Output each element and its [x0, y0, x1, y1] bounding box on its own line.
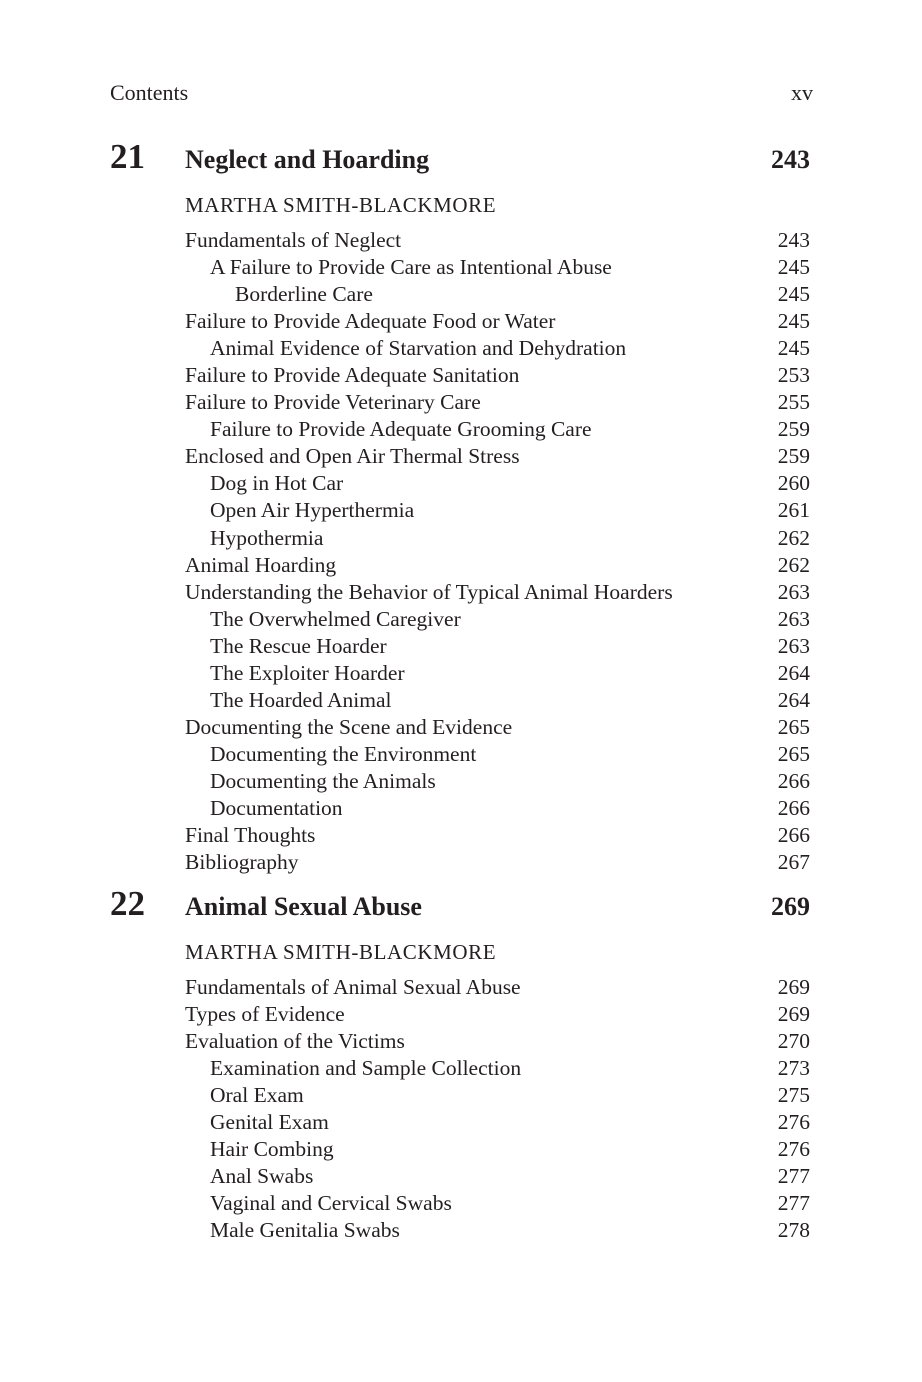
toc-entry: [185, 1109, 810, 1136]
toc-entry-title: The Overwhelmed Caregiver: [210, 606, 461, 631]
toc-entry-page: 269: [777, 975, 810, 999]
toc-entry-title: The Hoarded Animal: [210, 687, 392, 712]
toc-entry-page: 262: [777, 552, 810, 577]
toc-entry: [185, 660, 810, 687]
toc-entry-page: 265: [777, 741, 810, 766]
toc-entry-page: 276: [777, 1137, 810, 1162]
toc-entry-title: Hypothermia: [210, 525, 324, 550]
toc-entry-title: Fundamentals of Animal Sexual Abuse: [185, 975, 521, 999]
chapter-title: Neglect and Hoarding: [185, 145, 430, 174]
toc-entry: [185, 335, 810, 362]
toc-entry-page: 261: [777, 498, 810, 523]
chapter-author: MARTHA SMITH-BLACKMORE: [185, 940, 497, 964]
chapter-page: 269: [771, 892, 810, 921]
toc-entry-title: Animal Hoarding: [185, 552, 337, 577]
toc-entry-page: 262: [777, 525, 810, 550]
toc-entry-title: Male Genitalia Swabs: [210, 1218, 400, 1243]
toc-entry-page: 264: [777, 687, 810, 712]
toc-entry-title: Failure to Provide Adequate Food or Water: [185, 309, 556, 334]
toc-entry-title: Enclosed and Open Air Thermal Stress: [185, 444, 520, 469]
toc-entry: [185, 1055, 810, 1082]
toc-entry-page: 278: [777, 1218, 810, 1243]
toc-entry-page: 260: [777, 471, 810, 496]
toc-entry: [185, 1163, 810, 1190]
running-head-section: Contents: [110, 80, 189, 105]
toc-entry-page: 264: [777, 660, 810, 685]
toc-entry-page: 266: [777, 795, 810, 820]
toc-entry-title: Documentation: [210, 795, 343, 820]
toc-entry-page: 276: [777, 1110, 810, 1135]
toc-entry-title: Animal Evidence of Starvation and Dehydration: [210, 336, 627, 361]
chapter-author: MARTHA SMITH-BLACKMORE: [185, 193, 497, 217]
toc-entry: [185, 822, 810, 849]
toc-entry-title: Understanding the Behavior of Typical Animal Hoarders: [185, 579, 673, 604]
toc-entry: [185, 470, 810, 497]
toc-entry-page: 266: [777, 823, 810, 848]
toc-entry-page: 245: [777, 255, 810, 280]
toc-entry-page: 267: [777, 850, 810, 875]
toc-entry-page: 263: [777, 606, 810, 631]
toc-entry: [185, 389, 810, 416]
toc-entry-page: 270: [777, 1029, 810, 1054]
toc-entry-title: Oral Exam: [210, 1083, 304, 1108]
toc-entry: [185, 227, 810, 254]
toc-entry: [185, 1190, 810, 1217]
toc-entry: [185, 579, 810, 606]
toc-entry-page: 245: [777, 282, 810, 307]
toc-entry-title: The Rescue Hoarder: [210, 633, 387, 658]
toc-entry: [185, 687, 810, 714]
toc-entry-page: 259: [777, 444, 810, 469]
chapter-21: [110, 137, 810, 876]
toc-entry-title: Documenting the Environment: [210, 741, 477, 766]
toc-entry-page: 265: [777, 714, 810, 739]
toc-entry: [185, 1082, 810, 1109]
toc-entry-page: 259: [777, 417, 810, 442]
toc-entry-title: Vaginal and Cervical Swabs: [210, 1191, 452, 1216]
toc-entry-page: 275: [777, 1083, 810, 1108]
chapter-heading: [110, 137, 810, 187]
toc-entries: [185, 227, 810, 876]
toc-entry-page: 255: [777, 390, 810, 415]
toc-entry: [185, 795, 810, 822]
toc-entry: [185, 281, 810, 308]
toc-entry: [185, 308, 810, 335]
toc-entry-title: Failure to Provide Veterinary Care: [185, 390, 481, 415]
chapter-22: [110, 884, 810, 1244]
toc-entry-page: 245: [777, 336, 810, 361]
running-head: [110, 80, 813, 108]
chapter-number: 21: [110, 137, 145, 176]
toc-entry-title: Documenting the Animals: [210, 768, 436, 793]
toc-entry-page: 277: [777, 1191, 810, 1216]
toc-entry-page: 269: [777, 1002, 810, 1027]
toc-entry: [185, 741, 810, 768]
toc-entry-title: Dog in Hot Car: [210, 471, 344, 496]
toc-entry-title: Examination and Sample Collection: [210, 1056, 522, 1081]
toc-entry-title: Bibliography: [185, 850, 299, 875]
toc-entry-title: Fundamentals of Neglect: [185, 228, 402, 252]
toc-entry-page: 266: [777, 768, 810, 793]
toc-entry-title: Genital Exam: [210, 1110, 329, 1135]
toc-entry-title: A Failure to Provide Care as Intentional Abuse: [210, 255, 612, 280]
chapter-page: 243: [771, 145, 810, 174]
toc-entry-title: Types of Evidence: [185, 1002, 345, 1027]
toc-entry-title: The Exploiter Hoarder: [210, 660, 405, 685]
toc-entry-page: 263: [777, 633, 810, 658]
toc-entry-title: Open Air Hyperthermia: [210, 498, 415, 523]
toc-entry-title: Failure to Provide Adequate Grooming Care: [210, 417, 592, 442]
toc-entry: [185, 1028, 810, 1055]
toc-entry-title: Evaluation of the Victims: [185, 1029, 405, 1054]
chapter-title: Animal Sexual Abuse: [185, 892, 422, 921]
toc-entry-title: Failure to Provide Adequate Sanitation: [185, 363, 520, 388]
toc-entry: [185, 974, 810, 1001]
toc-entry: [185, 633, 810, 660]
chapter-heading: [110, 884, 810, 934]
toc-entry: [185, 606, 810, 633]
toc-entry: [185, 362, 810, 389]
toc-entry-title: Hair Combing: [210, 1137, 334, 1162]
toc-entry-title: Final Thoughts: [185, 823, 316, 848]
toc-entry: [185, 768, 810, 795]
toc-entry: [185, 552, 810, 579]
toc-entries: [185, 974, 810, 1244]
toc-entry: [185, 254, 810, 281]
toc-entry: [185, 443, 810, 470]
toc-entry: [185, 525, 810, 552]
toc-entry: [185, 849, 810, 876]
toc-entry-page: 273: [777, 1056, 810, 1081]
toc-entry: [185, 1217, 810, 1244]
toc-entry-page: 243: [777, 228, 810, 252]
toc-entry: [185, 714, 810, 741]
toc-entry-page: 263: [777, 579, 810, 604]
toc-entry-title: Borderline Care: [235, 282, 373, 307]
page-number: xv: [791, 80, 813, 105]
toc-entry-title: Documenting the Scene and Evidence: [185, 714, 513, 739]
toc-entry: [185, 416, 810, 443]
toc-entry-title: Anal Swabs: [210, 1164, 314, 1189]
toc-entry: [185, 497, 810, 524]
chapter-number: 22: [110, 884, 145, 923]
toc-entry: [185, 1136, 810, 1163]
toc-entry: [185, 1001, 810, 1028]
toc-entry-page: 277: [777, 1164, 810, 1189]
toc-entry-page: 253: [777, 363, 810, 388]
toc-entry-page: 245: [777, 309, 810, 334]
